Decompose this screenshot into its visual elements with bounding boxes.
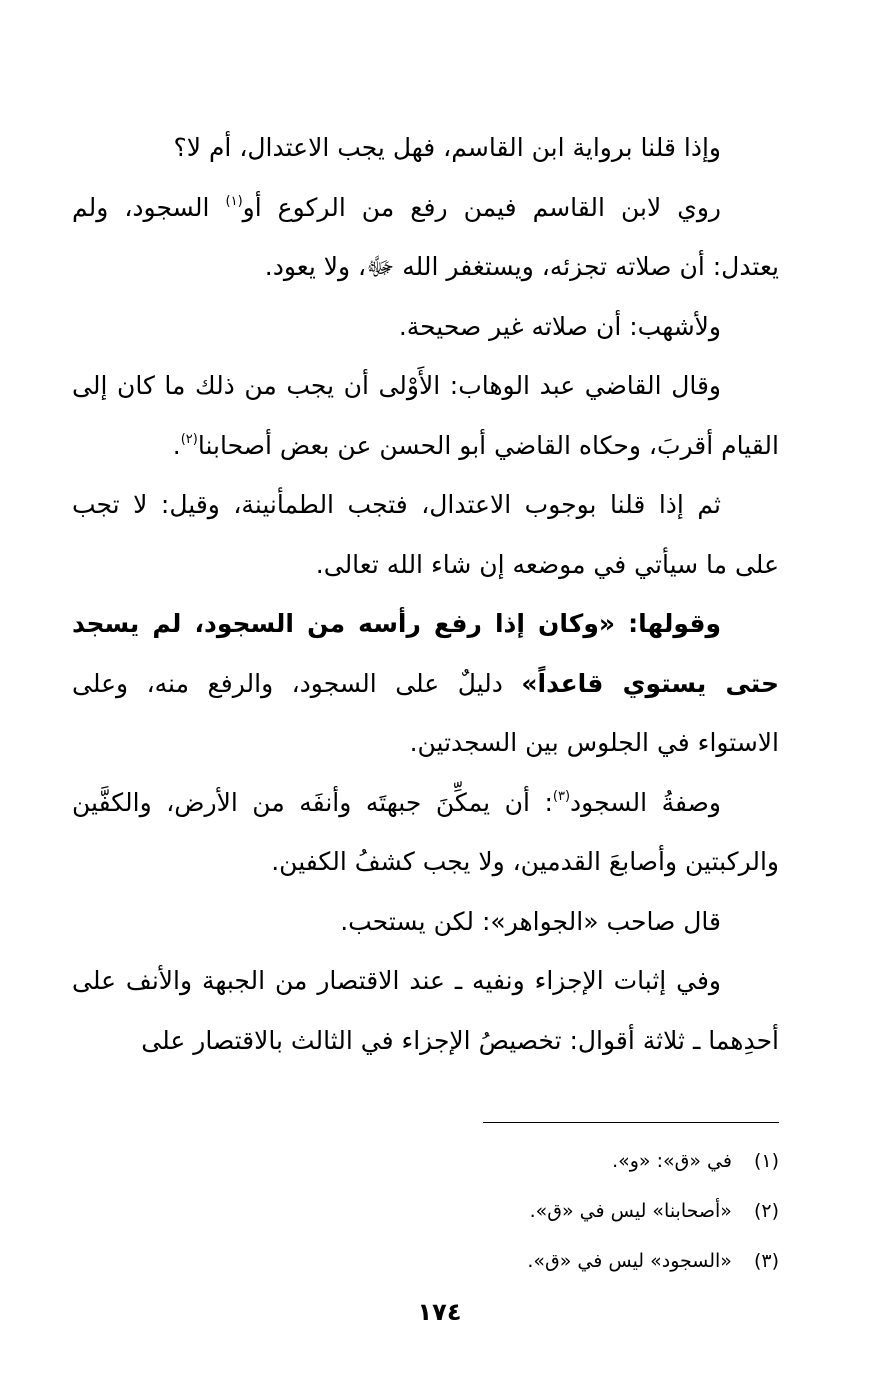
paragraph-2: روي لابن القاسم فيمن رفع من الركوع أو$^{(١)}$ السجود، ولم يعتدل: أن صلاته تجزئه، ويستغفر الله ﷻ، ولا يعود. [72,192,779,281]
body-text [72,118,779,1070]
paragraph-9: وفي إثبات الإجزاء ونفيه ـ عند الاقتصار من الجبهة والأنف على أحدِهما ـ ثلاثة أقوال: تخصيصُ الإجزاء في الثالث بالاقتصار على [72,966,779,1055]
footnote-number: (١) [753,1150,779,1172]
footnote-divider [483,1122,779,1123]
footnote-text: في «ق»: «و». [612,1150,732,1172]
footnote-number: (٢) [753,1200,779,1222]
paragraph-1: وإذا قلنا برواية ابن القاسم، فهل يجب الاعتدال، أم لا؟ [173,133,721,162]
paragraph-4: وقال القاضي عبد الوهاب: الأَوْلى أن يجب من ذلك ما كان إلى القيام أقربَ، وحكاه القاضي أبو الحسن عن بعض أصحابنا$^{(٢)}$. [72,371,779,460]
footnote-ref-1[interactable]: (١) [225,193,243,209]
page-number: ١٧٤ [417,1298,462,1326]
paragraph-5: ثم إذا قلنا بوجوب الاعتدال، فتجب الطمأنينة، وقيل: لا تجب على ما سيأتي في موضعه إن شاء الله تعالى. [72,490,779,579]
quoted-text: وقولها: «وكان إذا رفع رأسه من السجود، لم يسجد حتى يستوي قاعداً» [72,609,779,698]
footnote-number: (٣) [753,1250,779,1272]
footnote-text: «أصحابنا» ليس في «ق». [529,1200,732,1222]
footnote-2 [72,1186,779,1236]
paragraph-7: وصفةُ السجود$^{(٣)}$: أن يمكِّنَ جبهتَه وأنفَه من الأرض، والكفَّين والركبتين وأصابعَ القدمين، ولا يجب كشفُ الكفين. [72,787,779,876]
paragraph-3: ولأشهب: أن صلاته غير صحيحة. [398,311,721,341]
paragraph-8: قال صاحب «الجواهر»: لكن يستحب. [340,906,721,936]
footnote-3 [72,1236,779,1286]
footnote-ref-2[interactable]: (٢) [180,431,198,447]
footnote-text: «السجود» ليس في «ق». [527,1250,732,1272]
footnotes [72,1136,779,1286]
paragraph-6: وقولها: «وكان إذا رفع رأسه من السجود، لم يسجد حتى يستوي قاعداً» دليلٌ على السجود، والرفع منه، وعلى الاستواء في الجلوس بين السجدتين. [72,609,779,757]
footnote-1 [72,1136,779,1186]
footnote-ref-3[interactable]: (٣) [552,788,571,804]
